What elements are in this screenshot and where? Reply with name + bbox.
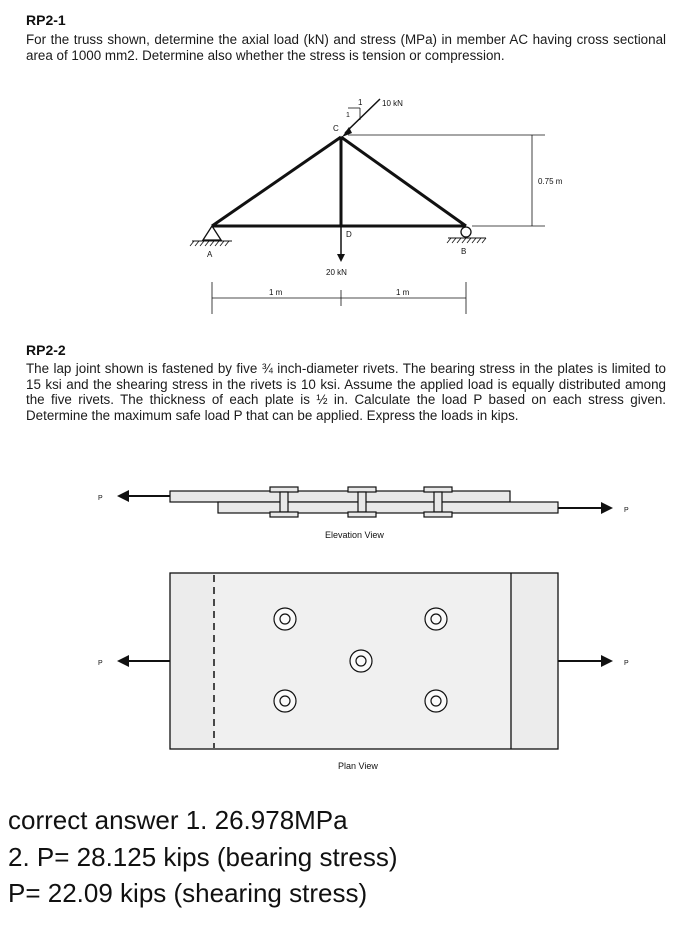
rivet-plan-2: [425, 608, 447, 630]
rivet-plan-5: [425, 690, 447, 712]
slope-rise-label: 1: [358, 98, 363, 107]
elev-load-right-label: P: [624, 507, 629, 514]
plan-load-left-label: P: [98, 660, 103, 667]
rivet-plan-1: [274, 608, 296, 630]
slope-run-label: 1: [346, 112, 350, 119]
rivet-plan-4: [274, 690, 296, 712]
plan-load-right-head: [601, 655, 613, 667]
answer-line-1: correct answer 1. 26.978MPa: [8, 805, 348, 835]
joint-label-a: A: [207, 250, 213, 259]
elev-load-left-label: P: [98, 495, 103, 502]
load-label-10kn: 10 kN: [382, 99, 403, 108]
plan-caption: Plan View: [338, 761, 378, 771]
span-label-right: 1 m: [396, 288, 410, 297]
span-label-left: 1 m: [269, 288, 283, 297]
problem-1-title: RP2-1: [26, 12, 66, 28]
joint-label-c: C: [333, 124, 339, 133]
problem-2-title: RP2-2: [26, 342, 66, 358]
plan-plate-right-strip: [511, 573, 558, 749]
plan-load-left-head: [117, 655, 129, 667]
bottom-plate: [218, 502, 558, 513]
plan-view: [98, 573, 629, 771]
rivet-plan-3: [350, 650, 372, 672]
joint-label-d: D: [346, 230, 352, 239]
answer-line-2: 2. P= 28.125 kips (bearing stress): [8, 842, 398, 872]
top-plate: [170, 491, 510, 502]
height-label: 0.75 m: [538, 177, 563, 186]
plan-load-right-label: P: [624, 660, 629, 667]
plan-plate-left-strip: [170, 573, 214, 749]
problem-1-text: For the truss shown, determine the axial load (kN) and stress (MPa) in member AC having cross sectional area of 1000 mm2. Determine also whether the stress is tension or compression.: [26, 32, 666, 63]
elevation-view: [98, 487, 629, 540]
joint-label-b: B: [461, 247, 467, 256]
elevation-caption: Elevation View: [325, 530, 384, 540]
elev-load-right-head: [601, 502, 613, 514]
load-label-20kn: 20 kN: [326, 268, 347, 277]
problem-2-text: The lap joint shown is fastened by five ¾ inch-diameter rivets. The bearing stress in the plates is limited to 15 ksi and the shearing stress in the rivets is 10 ksi. Assume the applied load is equally distributed among the five rivets. The thickness of each plate is ½ in. Calculate the load P based on each stress given. Determine the maximum safe load P that can be applied. Express the loads in kips.: [26, 361, 666, 423]
elev-load-left-head: [117, 490, 129, 502]
answer-line-3: P= 22.09 kips (shearing stress): [8, 878, 368, 908]
